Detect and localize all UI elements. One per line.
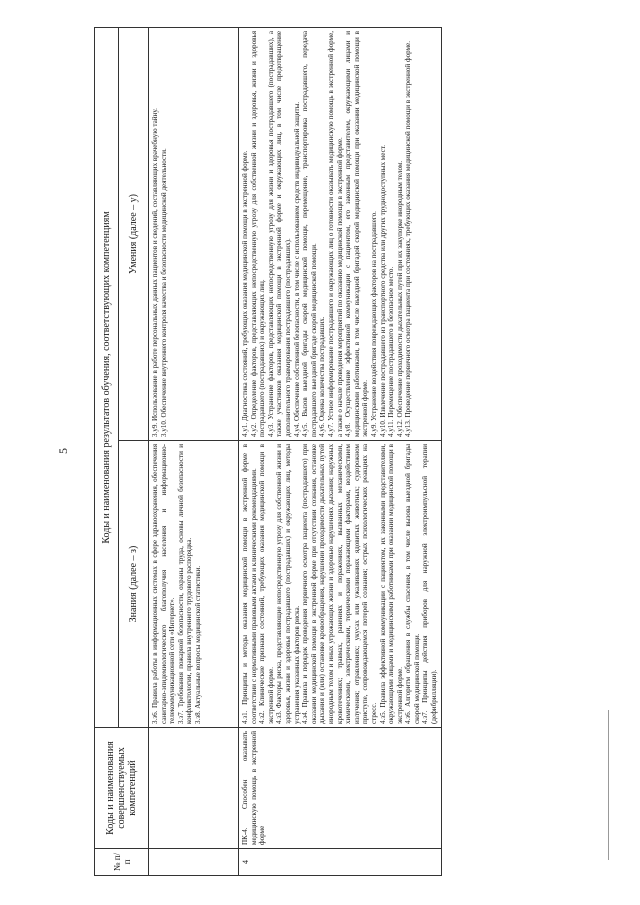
header-codes: Коды и наименования совершенствуемых компетенций <box>95 728 149 849</box>
header-skills: Умения (далее – у) <box>119 27 149 440</box>
skill-item: 4.у6. Оценка количества пострадавших. <box>318 316 327 437</box>
skill-item: 4.у5. Вызов выездной бригады скорой медицинской помощи, перемещение, транспортировка пострадавшего, передача пострадавшего выездной бригаде скорой медицинской помощи. <box>301 30 318 437</box>
skill-item: 4.у12. Обеспечение проходимости дыхательных путей при их закупорке инородным телом. <box>395 160 404 437</box>
knowledge-item: 4.з6. Алгоритм обращения в службы спасения, в том числе вызова выездной бригады скорой медицинской помощи. <box>404 444 421 724</box>
row-number <box>149 849 239 876</box>
competence-cell: ПК-4. Способен оказывать медицинскую помощь в экстренной форме <box>239 728 442 849</box>
competence-table <box>94 27 442 876</box>
knowledge-item: 4.з5. Правила эффективной коммуникации с пациентом, их законными представителями, окружающими лицами и медицинскими работниками при оказании медицинской помощи в экстренной форме. <box>378 444 404 724</box>
page-number: 5 <box>56 448 70 454</box>
skill-item: 3.у10. Обеспечение внутреннего контроля качества и безопасности медицинской деятельности. <box>159 148 168 437</box>
knowledge-cell <box>149 441 239 728</box>
knowledge-item: 3.з8. Актуальные вопросы медицинской статистики. <box>193 565 202 724</box>
row-number: 4 <box>239 849 442 876</box>
skill-item: 4.у7. Устное информирование пострадавшего и окружающих лиц о готовности оказывать медицинскую помощь в экстренной форме, а также о начале проведения мероприятий по оказанию медицинской помощи в экстренной форме. <box>326 30 344 437</box>
scan-edge-mark <box>608 710 609 860</box>
skill-item: 4.у13. Проведение первичного осмотра пациента при состояниях, требующих оказания медицинской помощи в экстренной форме. <box>404 41 413 437</box>
skill-item: 4.у8. Осуществление эффективной коммуникации с пациентом, его законным представителем, окружающими лицами и медицинскими работниками, в том числе выездной бригадой скорой медицинской помощи при оказании медицинской помощи в экстренной форме. <box>344 30 370 437</box>
knowledge-item: 4.з4. Правила и порядок проведения первичного осмотра пациента (пострадавшего) при оказании медицинской помощи в экстренной форме при отсутствии сознания, остановке дыхания и (или) остановке кровообращения, нарушении проходимости дыхательных путей инородным телом и иных угрожающих жизни и здоровью нарушениях дыхания; наружных кровотечениях; травмах, ранениях и поражениях, вызванных механическими, химическими, электрическими, термическими поражающими факторами, воздействием излучения; отравлениях; укусах или ужаливаниях ядовитых животных; судорожном приступе, сопровождающемся потерей сознания; острых психологических реакциях на стресс. <box>301 444 378 724</box>
header-results-group: Коды и наименования результатов обучения, соответствующих компетенциям <box>95 27 119 727</box>
skill-item: 4.у4. Обеспечение собственной безопасности, в том числе с использованием средств индивидуальной защиты. <box>292 101 301 437</box>
knowledge-item: 4.з2. Клинические признаки состояний, требующих оказания медицинской помощи в экстренной форме. <box>258 444 275 724</box>
knowledge-item: 4.з3. Факторы риска, представляющие непосредственную угрозу для собственной жизни и здоровья, жизни и здоровья пострадавшего (пострадавших) и окружающих лиц, методы устранения указанных факторов риска. <box>275 444 301 724</box>
table-row <box>239 27 442 875</box>
skills-cell <box>149 27 239 440</box>
skill-item: 4.у9. Устранение воздействия повреждающих факторов на пострадавшего. <box>369 211 378 437</box>
knowledge-item: 3.з7. Требования пожарной безопасности, охраны труда, основы личной безопасности и конфликтологии, правила внутреннего трудового распорядка. <box>176 444 194 724</box>
skill-item: 4.у10. Извлечение пострадавшего из транспортного средства или других труднодоступных мест. <box>378 144 387 437</box>
skills-cell <box>239 27 442 440</box>
skill-item: 4.у3. Устранение факторов, представляющих непосредственную угрозу для жизни и здоровья пострадавшего (пострадавших), а также участников оказания медицинской помощи в экстренной форме и окружающих лиц, в том числе предотвращение дополнительного травмирования пострадавшего (пострадавших). <box>266 30 292 437</box>
skill-item: 4.у1. Диагностика состояний, требующих оказания медицинской помощи в экстренной форме. <box>241 150 249 437</box>
knowledge-item: 4.з7. Принципы действия приборов для наружной электроимпульсной терапии (дефибрилляции). <box>421 444 439 724</box>
knowledge-cell <box>239 441 442 728</box>
competence-cell <box>149 728 239 849</box>
header-knowledge: Знания (далее – з) <box>119 441 149 728</box>
table-row <box>149 27 239 875</box>
rotated-page-content <box>56 28 592 876</box>
skill-item: 3.у9. Использование в работе персональных данных пациентов и сведений, составляющих врачебную тайну. <box>151 108 159 437</box>
knowledge-item: 3.з6. Правила работы в информационных системах в сфере здравоохранения, обеспечения санитарно-эпидемиологического благополучия населения и информационно-телекоммуникационной сети «Интернет». <box>151 444 177 724</box>
skill-item: 4.у11. Перемещение пострадавшего в безопасное место. <box>387 266 396 437</box>
header-number: № п/п <box>95 849 149 876</box>
knowledge-item: 4.з1. Принципы и методы оказания медицинской помощи в экстренной форме в соответствии с нормативными правовыми актами и клиническими рекомендациями. <box>241 444 258 724</box>
skill-item: 4.у2. Определение факторов, представляющих непосредственную угрозу для собственной жизни и здоровья, жизни и здоровья пострадавшего (пострадавших) и окружающих лиц. <box>249 30 267 437</box>
